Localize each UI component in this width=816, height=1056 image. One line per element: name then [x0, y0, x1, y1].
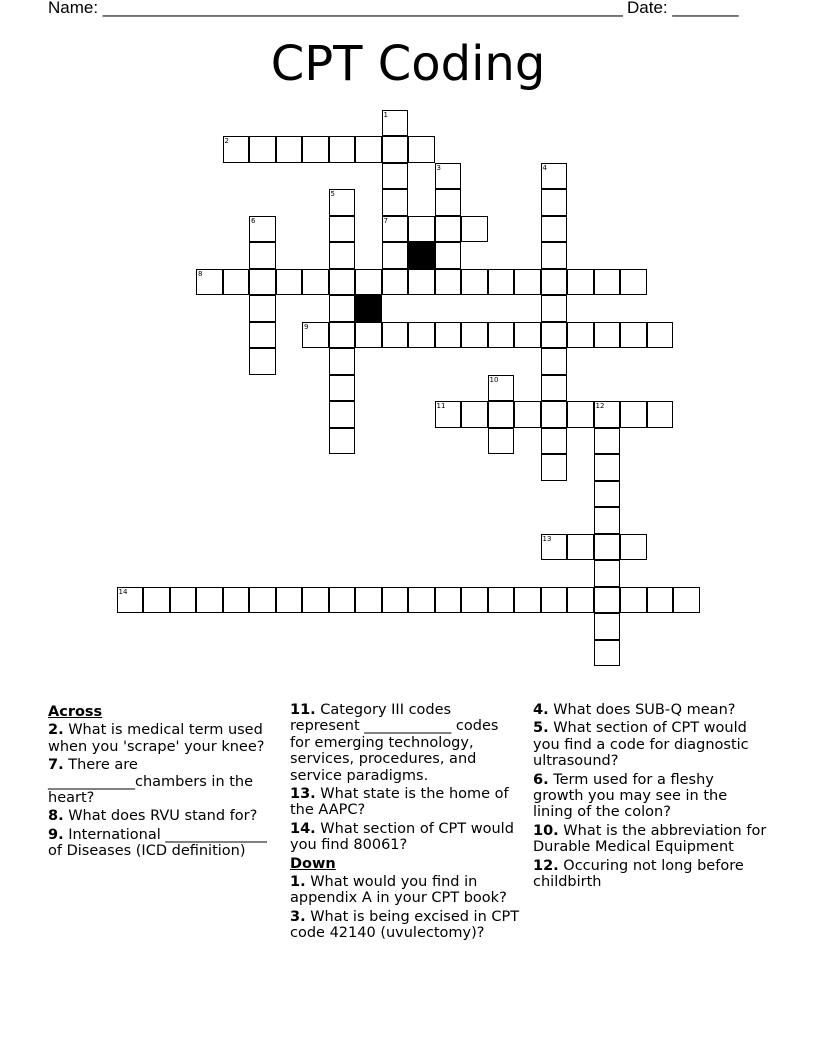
grid-cell[interactable]	[355, 269, 382, 296]
grid-cell[interactable]	[223, 587, 250, 614]
grid-cell[interactable]	[488, 375, 515, 402]
grid-cell[interactable]	[223, 269, 250, 296]
grid-cell[interactable]	[329, 295, 356, 322]
clue-down-4	[533, 702, 768, 718]
grid-cell[interactable]	[382, 587, 409, 614]
grid-cell[interactable]	[329, 216, 356, 243]
grid-cell[interactable]	[196, 269, 223, 296]
clue-across-7	[48, 757, 280, 806]
name-field-label: Name: _______________________________________________________	[48, 0, 623, 17]
grid-cell[interactable]	[594, 428, 621, 455]
grid-cell[interactable]	[435, 587, 462, 614]
grid-cell[interactable]	[620, 269, 647, 296]
grid-cell[interactable]	[329, 322, 356, 349]
grid-cell[interactable]	[488, 401, 515, 428]
grid-cell[interactable]	[541, 189, 568, 216]
grid-cell[interactable]	[276, 269, 303, 296]
grid-cell[interactable]	[567, 322, 594, 349]
grid-cell[interactable]	[488, 587, 515, 614]
clue-text: What does RVU stand for?	[63, 808, 258, 825]
grid-cell[interactable]	[488, 428, 515, 455]
cell-number: 14	[118, 587, 128, 596]
cell-number: 2	[224, 137, 229, 145]
grid-cell[interactable]	[276, 587, 303, 614]
grid-cell[interactable]	[541, 401, 568, 428]
grid-cell[interactable]	[461, 322, 488, 349]
grid-cell[interactable]	[461, 269, 488, 296]
clue-text: What is being excised in CPT code 42140 (uvulectomy)?	[290, 908, 520, 942]
grid-cell[interactable]	[594, 507, 621, 534]
clue-number: 8.	[48, 808, 64, 825]
clue-text: What does SUB-Q mean?	[548, 702, 736, 718]
grid-cell[interactable]	[249, 242, 276, 269]
clue-down-6	[533, 772, 768, 821]
clue-column-2	[290, 702, 522, 942]
grid-cell[interactable]	[170, 587, 197, 614]
clue-number: 6.	[533, 771, 549, 788]
grid-cell[interactable]	[620, 322, 647, 349]
cell-number: 4	[542, 163, 547, 172]
grid-cell[interactable]	[594, 534, 621, 561]
grid-cell[interactable]	[541, 242, 568, 269]
grid-cell[interactable]	[594, 401, 621, 428]
grid-cell[interactable]	[567, 269, 594, 296]
grid-cell[interactable]	[276, 136, 303, 163]
grid-cell[interactable]	[594, 640, 621, 667]
clue-across-14	[290, 821, 522, 854]
grid-cell[interactable]	[408, 136, 435, 163]
grid-cell[interactable]	[249, 322, 276, 349]
grid-cell[interactable]	[329, 189, 356, 216]
grid-cell[interactable]	[249, 136, 276, 163]
grid-cell[interactable]	[541, 348, 568, 375]
clue-text: What is the abbreviation for Durable Medical Equipment	[533, 822, 767, 856]
grid-cell[interactable]	[541, 163, 568, 190]
grid-cell[interactable]	[461, 587, 488, 614]
clue-number: 2.	[48, 722, 64, 739]
date-field-label: Date: _______	[627, 0, 739, 17]
grid-cell[interactable]	[620, 401, 647, 428]
grid-cell[interactable]	[594, 269, 621, 296]
grid-cell[interactable]	[488, 322, 515, 349]
grid-cell[interactable]	[249, 348, 276, 375]
grid-cell[interactable]	[435, 189, 462, 216]
clue-across-8	[48, 808, 280, 824]
grid-cell[interactable]	[541, 587, 568, 614]
clue-column-1	[48, 702, 280, 860]
grid-cell[interactable]	[435, 216, 462, 243]
grid-cell[interactable]	[249, 269, 276, 296]
cell-number: 10	[489, 375, 499, 384]
grid-cell[interactable]	[302, 136, 329, 163]
clue-number: 1.	[290, 874, 306, 891]
cell-number: 11	[436, 402, 446, 410]
clue-text: International ______________ of Diseases (ICD definition)	[48, 826, 267, 860]
clue-down-10	[533, 823, 768, 856]
grid-cell[interactable]	[355, 322, 382, 349]
across-heading: Across	[48, 704, 103, 720]
grid-cell[interactable]	[647, 322, 674, 349]
grid-cell[interactable]	[408, 216, 435, 243]
clue-across-9	[48, 827, 280, 860]
cell-number: 3	[436, 163, 441, 172]
grid-cell[interactable]	[541, 269, 568, 296]
grid-cell[interactable]	[408, 587, 435, 614]
grid-cell[interactable]	[143, 587, 170, 614]
grid-cell[interactable]	[249, 216, 276, 243]
clue-text: What section of CPT would you find 80061?	[290, 820, 514, 854]
grid-cell[interactable]	[249, 587, 276, 614]
clue-text: Occuring not long before childbirth	[533, 857, 744, 891]
grid-cell[interactable]	[435, 163, 462, 190]
grid-cell[interactable]	[620, 534, 647, 561]
clue-number: 7.	[48, 757, 64, 774]
grid-cell[interactable]	[302, 269, 329, 296]
cell-number: 1	[383, 110, 388, 119]
clue-number: 12.	[533, 857, 559, 874]
clue-number: 3.	[290, 908, 306, 925]
clue-number: 13.	[290, 786, 316, 803]
clue-text: What is medical term used when you 'scrape' your knee?	[48, 722, 265, 755]
cell-number: 12	[595, 402, 605, 410]
grid-cell[interactable]	[355, 136, 382, 163]
clue-number: 10.	[533, 822, 559, 839]
grid-cell[interactable]	[594, 481, 621, 508]
grid-cell[interactable]	[249, 295, 276, 322]
grid-cell[interactable]	[329, 242, 356, 269]
grid-cell[interactable]	[117, 587, 144, 614]
grid-cell[interactable]	[329, 269, 356, 296]
grid-cell[interactable]	[594, 560, 621, 587]
clue-across-2	[48, 722, 280, 755]
clue-number: 11.	[290, 702, 316, 718]
black-cell	[355, 295, 382, 322]
grid-cell[interactable]	[382, 136, 409, 163]
clue-number: 9.	[48, 826, 64, 843]
grid-cell[interactable]	[514, 322, 541, 349]
grid-cell[interactable]	[647, 401, 674, 428]
grid-cell[interactable]	[620, 587, 647, 614]
clue-number: 4.	[533, 702, 549, 718]
grid-cell[interactable]	[382, 269, 409, 296]
clue-text: There are ____________chambers in the heart?	[48, 757, 254, 807]
grid-cell[interactable]	[329, 428, 356, 455]
clue-text: Category III codes represent ____________ codes for emerging technology, services, procedures, and service paradigms.	[290, 702, 499, 784]
grid-cell[interactable]	[594, 613, 621, 640]
grid-cell[interactable]	[541, 534, 568, 561]
clue-down-12	[533, 858, 768, 891]
grid-cell[interactable]	[514, 401, 541, 428]
down-heading: Down	[290, 855, 336, 872]
black-cell	[408, 242, 435, 269]
grid-cell[interactable]	[541, 454, 568, 481]
clue-down-3	[290, 909, 522, 942]
clue-column-3	[533, 702, 768, 890]
grid-cell[interactable]	[382, 322, 409, 349]
grid-cell[interactable]	[541, 428, 568, 455]
clue-across-13	[290, 786, 522, 819]
grid-cell[interactable]	[435, 269, 462, 296]
clue-number: 5.	[533, 720, 549, 737]
grid-cell[interactable]	[594, 322, 621, 349]
grid-cell[interactable]	[435, 242, 462, 269]
grid-cell[interactable]	[594, 587, 621, 614]
cell-number: 6	[251, 216, 256, 225]
grid-cell[interactable]	[382, 216, 409, 243]
grid-cell[interactable]	[541, 322, 568, 349]
grid-cell[interactable]	[514, 269, 541, 296]
cell-number: 9	[304, 322, 309, 331]
grid-cell[interactable]	[329, 375, 356, 402]
page-title: CPT Coding	[270, 36, 546, 92]
clue-text: What would you find in appendix A in your CPT book?	[290, 874, 507, 907]
grid-cell[interactable]	[382, 163, 409, 190]
grid-cell[interactable]	[223, 136, 250, 163]
grid-cell[interactable]	[408, 269, 435, 296]
grid-cell[interactable]	[647, 587, 674, 614]
grid-cell[interactable]	[541, 216, 568, 243]
grid-cell[interactable]	[302, 322, 329, 349]
grid-cell[interactable]	[302, 587, 329, 614]
clue-text: Term used for a fleshy growth you may see in the lining of the colon?	[533, 771, 728, 821]
grid-cell[interactable]	[382, 189, 409, 216]
grid-cell[interactable]	[435, 322, 462, 349]
grid-cell[interactable]	[541, 375, 568, 402]
cell-number: 5	[330, 190, 335, 198]
grid-cell[interactable]	[435, 401, 462, 428]
grid-cell[interactable]	[329, 136, 356, 163]
grid-cell[interactable]	[567, 587, 594, 614]
clue-down-5	[533, 720, 768, 769]
grid-cell[interactable]	[514, 587, 541, 614]
grid-cell[interactable]	[567, 534, 594, 561]
grid-cell[interactable]	[541, 295, 568, 322]
clue-text: What state is the home of the AAPC?	[290, 786, 509, 819]
grid-cell[interactable]	[408, 322, 435, 349]
grid-cell[interactable]	[329, 348, 356, 375]
grid-cell[interactable]	[673, 587, 700, 614]
grid-cell[interactable]	[594, 454, 621, 481]
grid-cell[interactable]	[329, 401, 356, 428]
clue-down-1	[290, 874, 522, 907]
grid-cell[interactable]	[196, 587, 223, 614]
grid-cell[interactable]	[461, 216, 488, 243]
grid-cell[interactable]	[355, 587, 382, 614]
grid-cell[interactable]	[382, 242, 409, 269]
clue-number: 14.	[290, 820, 316, 837]
grid-cell[interactable]	[461, 401, 488, 428]
clue-text: What section of CPT would you find a code for diagnostic ultrasound?	[533, 720, 749, 770]
grid-cell[interactable]	[488, 269, 515, 296]
clue-across-11	[290, 702, 522, 784]
cell-number: 7	[383, 216, 388, 225]
grid-cell[interactable]	[329, 587, 356, 614]
cell-number: 13	[542, 534, 552, 543]
grid-cell[interactable]	[567, 401, 594, 428]
cell-number: 8	[198, 269, 203, 278]
grid-cell[interactable]	[382, 110, 409, 137]
